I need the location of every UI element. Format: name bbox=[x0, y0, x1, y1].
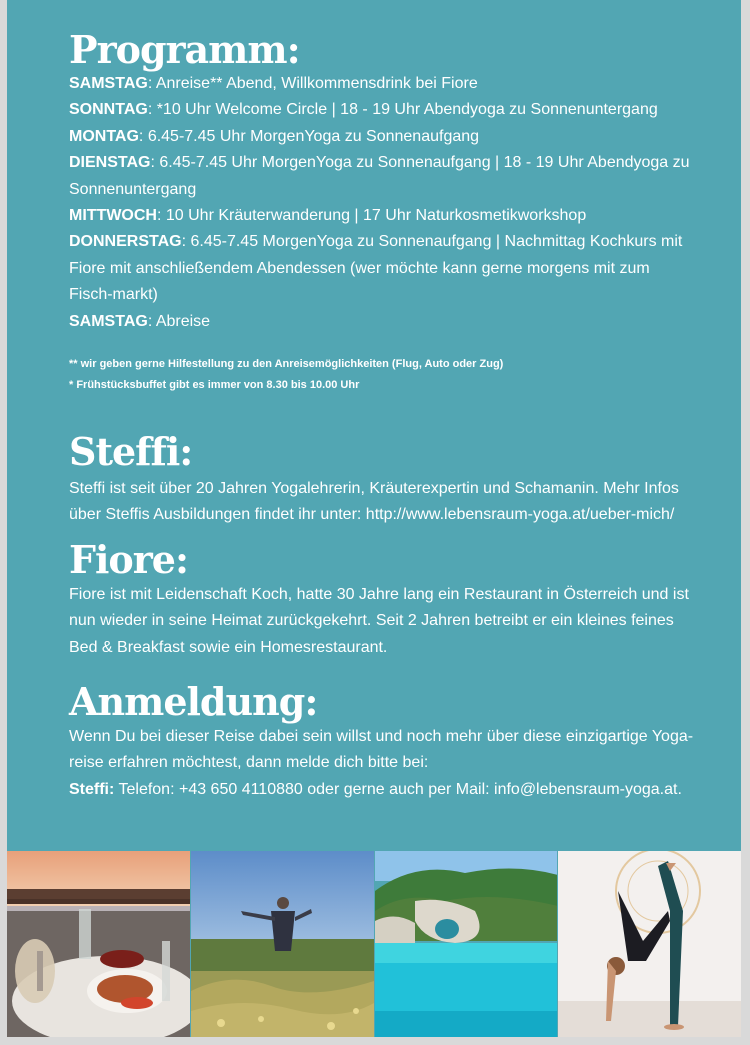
programm-day: DIENSTAG bbox=[69, 154, 151, 172]
programm-text: : Anreise** Abend, Willkommensdrink bei Fiore bbox=[147, 75, 478, 92]
anmeldung-section bbox=[69, 724, 694, 803]
programm-list bbox=[69, 71, 694, 335]
programm-day: SAMSTAG bbox=[69, 312, 148, 330]
contact-details: Telefon: +43 650 4110880 oder gerne auch per Mail: info@lebensraum-yoga.at. bbox=[114, 780, 682, 798]
steffi-title: Steffi: bbox=[69, 429, 193, 474]
programm-text: : 6.45-7.45 MorgenYoga zu Sonnenaufgang | Nachmittag Kochkurs mit Fiore mit anschließendem Abendessen (wer möchte kann gerne morgens mit zum Fisch-markt) bbox=[69, 233, 683, 304]
photo-yoga-pose bbox=[558, 851, 741, 1037]
programm-line bbox=[69, 203, 694, 229]
photo-dinner-seaside bbox=[7, 851, 190, 1037]
programm-text: : 6.45-7.45 Uhr MorgenYoga zu Sonnenaufgang | 18 - 19 Uhr Abendyoga zu Sonnenuntergang bbox=[69, 154, 690, 198]
note-breakfast: * Frühstücksbuffet gibt es immer von 8.30 bis 10.00 Uhr bbox=[69, 379, 360, 391]
programm-notes bbox=[69, 354, 694, 396]
anmeldung-text: Wenn Du bei dieser Reise dabei sein willst und noch mehr über diese einzigartige Yoga-reise erfahren möchtest, dann melde dich bitte bei: bbox=[69, 728, 694, 772]
programm-title: Programm: bbox=[69, 27, 300, 72]
programm-text: : 10 Uhr Kräuterwanderung | 17 Uhr Naturkosmetikworkshop bbox=[156, 207, 587, 225]
programm-line bbox=[69, 97, 694, 123]
programm-day: SAMSTAG bbox=[69, 75, 148, 92]
steffi-section bbox=[69, 476, 694, 529]
programm-line bbox=[69, 229, 694, 308]
programm-line bbox=[69, 124, 694, 150]
anmeldung-contact bbox=[69, 777, 694, 803]
photo-strip bbox=[7, 851, 741, 1037]
note-travel: ** wir geben gerne Hilfestellung zu den Anreisemöglichkeiten (Flug, Auto oder Zug) bbox=[69, 358, 504, 370]
steffi-text: Steffi ist seit über 20 Jahren Yogalehrerin, Kräuterexpertin und Schamanin. Mehr Infos über Steffis Ausbildungen findet ihr unter: http://www.lebensraum-yoga.at/ueber-mich/ bbox=[69, 480, 679, 524]
photo-turquoise-bay bbox=[375, 851, 558, 1037]
fiore-title: Fiore: bbox=[69, 537, 188, 582]
photo-meadow-person bbox=[191, 851, 374, 1037]
programm-day: DONNERSTAG bbox=[69, 233, 182, 251]
programm-day: SONNTAG bbox=[69, 101, 148, 119]
programm-text: : *10 Uhr Welcome Circle | 18 - 19 Uhr Abendyoga zu Sonnenuntergang bbox=[147, 101, 658, 119]
programm-text: : Abreise bbox=[147, 312, 211, 330]
contact-name: Steffi: bbox=[69, 780, 115, 798]
programm-line bbox=[69, 309, 694, 335]
programm-day: MITTWOCH bbox=[69, 207, 157, 225]
fiore-section bbox=[69, 582, 694, 661]
programm-line bbox=[69, 150, 694, 203]
anmeldung-title: Anmeldung: bbox=[69, 679, 318, 724]
fiore-text: Fiore ist mit Leidenschaft Koch, hatte 30 Jahre lang ein Restaurant in Österreich und ist nun wieder in seine Heimat zurückgekehrt. Seit 2 Jahren betreibt er ein kleines feines Bed & Breakfast sowie ein Homesrestaurant. bbox=[69, 586, 689, 656]
programm-text: : 6.45-7.45 Uhr MorgenYoga zu Sonnenaufgang bbox=[138, 127, 480, 145]
programm-line bbox=[69, 71, 694, 97]
programm-day: MONTAG bbox=[69, 127, 139, 145]
flyer-page bbox=[7, 0, 741, 1037]
